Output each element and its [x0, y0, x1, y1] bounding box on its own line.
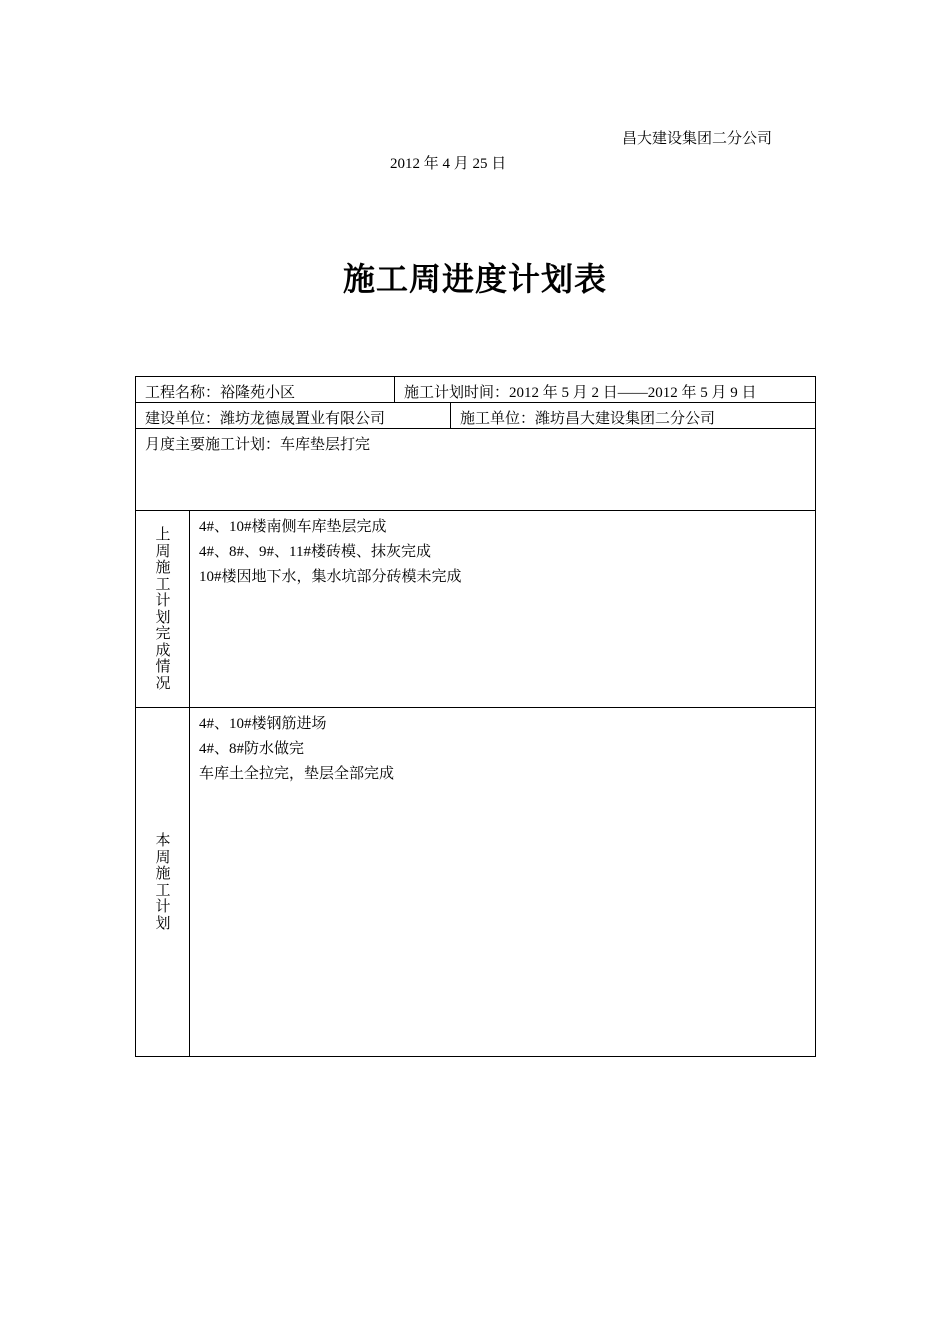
- plan-time: 施工计划时间：2012 年 5 月 2 日——2012 年 5 月 9 日: [404, 385, 757, 401]
- last-week-line: 4#、8#、9#、11#楼砖模、抹灰完成: [199, 544, 431, 560]
- project-name: 工程名称：裕隆苑小区: [145, 385, 296, 401]
- last-week-label-cell: [135, 510, 190, 708]
- owner-cell: [135, 402, 451, 429]
- this-week-line: 4#、10#楼钢筋进场: [199, 716, 327, 732]
- company-name: 昌大建设集团二分公司: [622, 131, 773, 147]
- this-week-label-cell: [135, 707, 190, 1057]
- contractor: 施工单位：潍坊昌大建设集团二分公司: [460, 411, 716, 427]
- monthly-plan: 月度主要施工计划：车库垫层打完: [145, 437, 371, 453]
- document-title: 施工周进度计划表: [342, 260, 607, 298]
- last-week-section: [135, 510, 816, 708]
- schedule-form: [135, 376, 816, 1057]
- this-week-section: [135, 707, 816, 1057]
- last-week-label: 上 周 施 工 计 划 完 成 情 况: [155, 527, 171, 692]
- document-date: 2012 年 4 月 25 日: [390, 156, 507, 172]
- plan-time-cell: [394, 376, 816, 403]
- this-week-label: 本 周 施 工 计 划: [155, 833, 171, 932]
- contractor-cell: [450, 402, 816, 429]
- project-name-cell: [135, 376, 395, 403]
- owner: 建设单位：潍坊龙德晟置业有限公司: [145, 411, 386, 427]
- this-week-line: 车库土全拉完，垫层全部完成: [199, 766, 395, 782]
- this-week-line: 4#、8#防水做完: [199, 741, 305, 757]
- last-week-line: 4#、10#楼南侧车库垫层完成: [199, 519, 387, 535]
- last-week-line: 10#楼因地下水，集水坑部分砖模未完成: [199, 569, 462, 585]
- monthly-plan-cell: [135, 428, 816, 511]
